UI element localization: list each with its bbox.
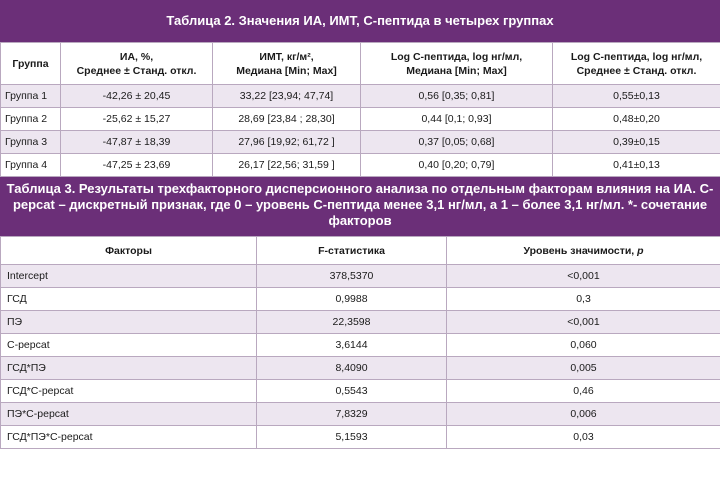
- table2-cell-imt: 28,69 [23,84 ; 28,30]: [213, 108, 361, 131]
- table2-header-logc-mean: Log С-пептида, log нг/мл, Среднее ± Станд. откл.: [553, 43, 720, 85]
- table3-cell-p: 0,3: [447, 288, 720, 311]
- table-row: [1, 380, 720, 403]
- table2-cell-ia: -42,26 ± 20,45: [61, 85, 213, 108]
- table3-header-row: [1, 237, 720, 265]
- table2-cell-logc-mean: 0,55±0,13: [553, 85, 720, 108]
- table2-cell-logc-mean: 0,39±0,15: [553, 131, 720, 154]
- table2: [0, 42, 720, 177]
- table3-cell-factor: Intercept: [1, 265, 257, 288]
- table3-cell-p: 0,03: [447, 426, 720, 449]
- table3-cell-f: 8,4090: [257, 357, 447, 380]
- table2-cell-group: Группа 3: [1, 131, 61, 154]
- table2-cell-logc-median: 0,56 [0,35; 0,81]: [361, 85, 553, 108]
- table3: [0, 236, 720, 449]
- table3-header-significance-label: Уровень значимости,: [523, 244, 638, 257]
- table3-cell-f: 378,5370: [257, 265, 447, 288]
- table2-cell-ia: -25,62 ± 15,27: [61, 108, 213, 131]
- table2-cell-group: Группа 1: [1, 85, 61, 108]
- table3-header-factor: Факторы: [1, 237, 257, 265]
- table-row: [1, 85, 720, 108]
- table2-header-logc-median: Log С-пептида, log нг/мл, Медиана [Min; Max]: [361, 43, 553, 85]
- table-row: [1, 154, 720, 177]
- table3-cell-factor: ПЭ*С-pepcat: [1, 403, 257, 426]
- table3-cell-p: <0,001: [447, 265, 720, 288]
- table3-header-p-symbol: p: [637, 244, 644, 257]
- table3-cell-f: 0,9988: [257, 288, 447, 311]
- table-row: [1, 131, 720, 154]
- table2-cell-logc-median: 0,37 [0,05; 0,68]: [361, 131, 553, 154]
- table2-header-ia: ИА, %, Среднее ± Станд. откл.: [61, 43, 213, 85]
- table-row: [1, 357, 720, 380]
- table-row: [1, 334, 720, 357]
- table3-cell-f: 7,8329: [257, 403, 447, 426]
- table3-cell-p: 0,46: [447, 380, 720, 403]
- table-row: [1, 403, 720, 426]
- table2-title: Таблица 2. Значения ИА, ИМТ, С-пептида в четырех группах: [0, 0, 720, 42]
- table3-cell-f: 0,5543: [257, 380, 447, 403]
- table3-cell-factor: С-pepcat: [1, 334, 257, 357]
- table3-cell-p: <0,001: [447, 311, 720, 334]
- table2-cell-logc-median: 0,44 [0,1; 0,93]: [361, 108, 553, 131]
- table2-cell-imt: 33,22 [23,94; 47,74]: [213, 85, 361, 108]
- table2-cell-imt: 27,96 [19,92; 61,72 ]: [213, 131, 361, 154]
- table-row: [1, 426, 720, 449]
- table2-cell-ia: -47,87 ± 18,39: [61, 131, 213, 154]
- table3-cell-factor: ГСД*ПЭ*С-pepcat: [1, 426, 257, 449]
- table-row: [1, 311, 720, 334]
- table3-title: Таблица 3. Результаты трехфакторного дисперсионного анализа по отдельным факторам влияния на ИА. С-pepcat – дискретный признак, где 0 – уровень С-пептида менее 3,1 нг/мл, а 1 – более 3,1 нг/мл. *- сочетание факторов: [0, 177, 720, 236]
- table-row: [1, 265, 720, 288]
- table3-cell-factor: ГСД*ПЭ: [1, 357, 257, 380]
- table3-cell-p: 0,005: [447, 357, 720, 380]
- table2-cell-imt: 26,17 [22,56; 31,59 ]: [213, 154, 361, 177]
- table3-cell-f: 22,3598: [257, 311, 447, 334]
- table3-header-f-statistic: F-статистика: [257, 237, 447, 265]
- table3-cell-p: 0,006: [447, 403, 720, 426]
- table-row: [1, 288, 720, 311]
- table-row: [1, 108, 720, 131]
- table2-cell-logc-mean: 0,48±0,20: [553, 108, 720, 131]
- table2-cell-logc-median: 0,40 [0,20; 0,79]: [361, 154, 553, 177]
- table2-cell-group: Группа 4: [1, 154, 61, 177]
- table3-cell-p: 0,060: [447, 334, 720, 357]
- table3-cell-f: 3,6144: [257, 334, 447, 357]
- table3-cell-factor: ГСД*С-pepcat: [1, 380, 257, 403]
- table3-header-significance: [447, 237, 720, 265]
- table3-cell-factor: ПЭ: [1, 311, 257, 334]
- table2-cell-group: Группа 2: [1, 108, 61, 131]
- table2-header-row: [1, 43, 720, 85]
- table3-cell-factor: ГСД: [1, 288, 257, 311]
- table3-cell-f: 5,1593: [257, 426, 447, 449]
- table2-header-group: Группа: [1, 43, 61, 85]
- table2-cell-ia: -47,25 ± 23,69: [61, 154, 213, 177]
- table2-cell-logc-mean: 0,41±0,13: [553, 154, 720, 177]
- table2-header-imt: ИМТ, кг/м², Медиана [Min; Max]: [213, 43, 361, 85]
